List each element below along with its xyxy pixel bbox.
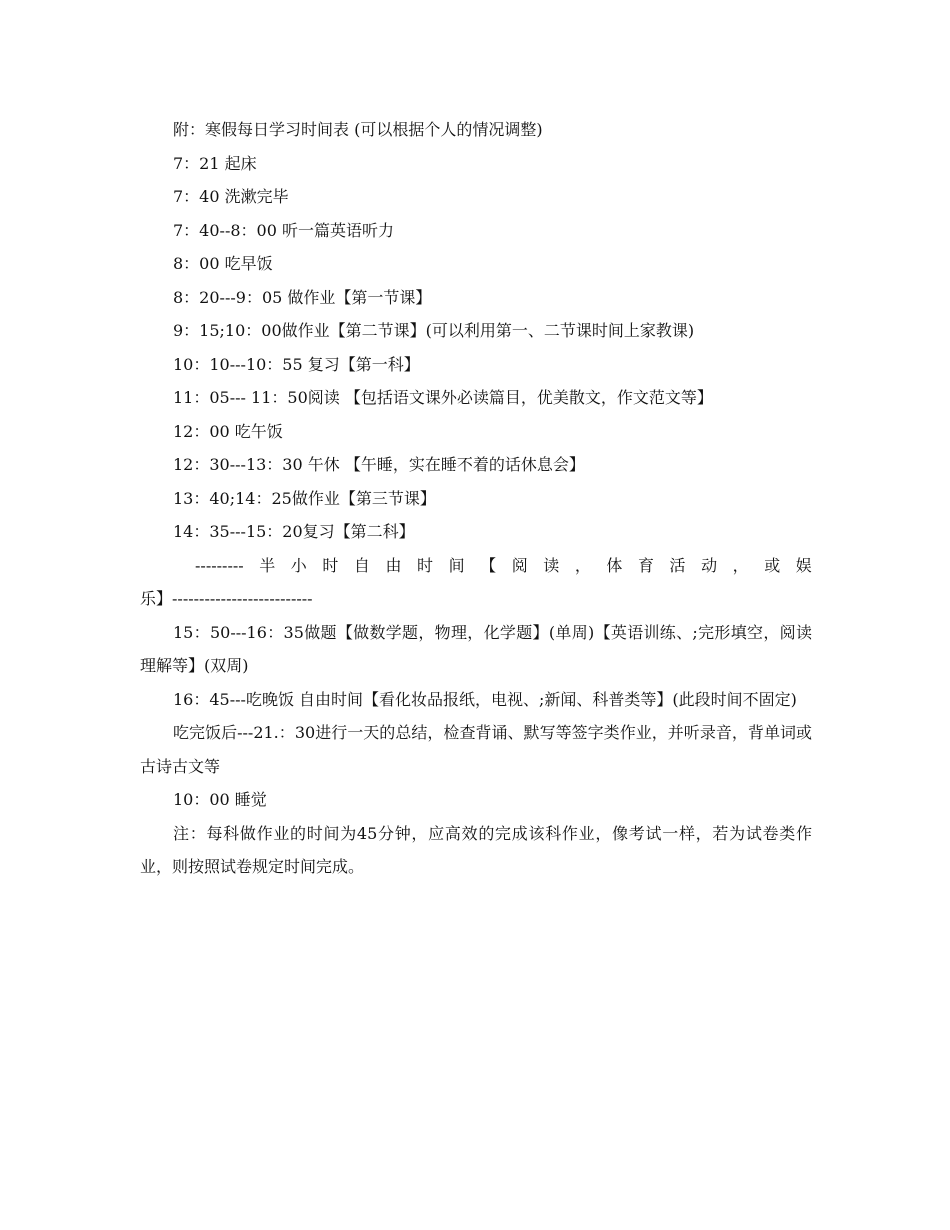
schedule-paragraph: 15：50---16：35做题【做数学题，物理，化学题】(单周)【英语训练、;完形填空，阅读理解等】(双周) [140,622,812,675]
free-time-token: 活 [669,555,686,575]
schedule-line: 12：30---13：30 午休 【午睡，实在睡不着的话休息会】 [173,455,585,474]
schedule-line: 13：40;14：25做作业【第三节课】 [173,488,436,508]
schedule-line: 11：05--- 11：50阅读 【包括语文课外必读篇目，优美散文，作文范文等】 [173,388,713,407]
free-time-token: 体 [606,555,623,575]
schedule-line: 10：10---10：55 复习【第一科】 [173,354,420,374]
free-time-token: ， [732,555,749,575]
schedule-line: 9：15;10：00做作业【第二节课】(可以利用第一、二节课时间上家教课) [173,321,695,340]
free-time-token: 间 [448,555,465,575]
schedule-line: 7：40--8：00 听一篇英语听力 [173,220,394,240]
schedule-line: 14：35---15：20复习【第二科】 [173,522,415,541]
schedule-line: 8：00 吃早饭 [173,254,273,273]
schedule-title: 附：寒假每日学习时间表 (可以根据个人的情况调整) [173,120,543,139]
free-time-token: 【 [480,555,497,575]
schedule-note: 注：每科做作业的时间为45分钟，应高效的完成该科作业，像考试一样，若为试卷类作业，则按照试卷规定时间完成。 [140,823,812,876]
free-time-token: --------- [195,555,244,575]
free-time-row-1 [140,549,812,583]
free-time-token: 娱 [795,555,812,575]
free-time-token: 动 [701,555,718,575]
schedule-line: 8：20---9：05 做作业【第一节课】 [173,287,432,307]
free-time-token: ， [574,555,591,575]
schedule-line: 7：40 洗漱完毕 [173,187,289,206]
free-time-row-2: 乐】-------------------------- [140,589,313,608]
free-time-line [140,549,812,616]
free-time-token: 读 [543,555,560,575]
free-time-token: 时 [417,555,434,575]
free-time-token: 小 [290,555,307,575]
schedule-line: 7：21 起床 [173,153,257,173]
schedule-line: 10：00 睡觉 [173,790,267,809]
free-time-token: 半 [259,555,276,575]
schedule-line: 12：00 吃午饭 [173,421,283,441]
schedule-paragraph: 吃完饭后---21.：30进行一天的总结，检查背诵、默写等签字类作业，并听录音，背单词或古诗古文等 [140,723,812,776]
free-time-token: 自 [353,555,370,575]
free-time-token: 阅 [511,555,528,575]
free-time-token: 时 [322,555,339,575]
schedule-paragraph: 16：45---吃晚饭 自由时间【看化妆品报纸，电视、;新闻、科普类等】(此段时间不固定) [173,689,797,709]
free-time-token: 育 [637,555,654,575]
document-body [140,113,812,884]
free-time-token: 由 [385,555,402,575]
free-time-token: 或 [764,555,781,575]
